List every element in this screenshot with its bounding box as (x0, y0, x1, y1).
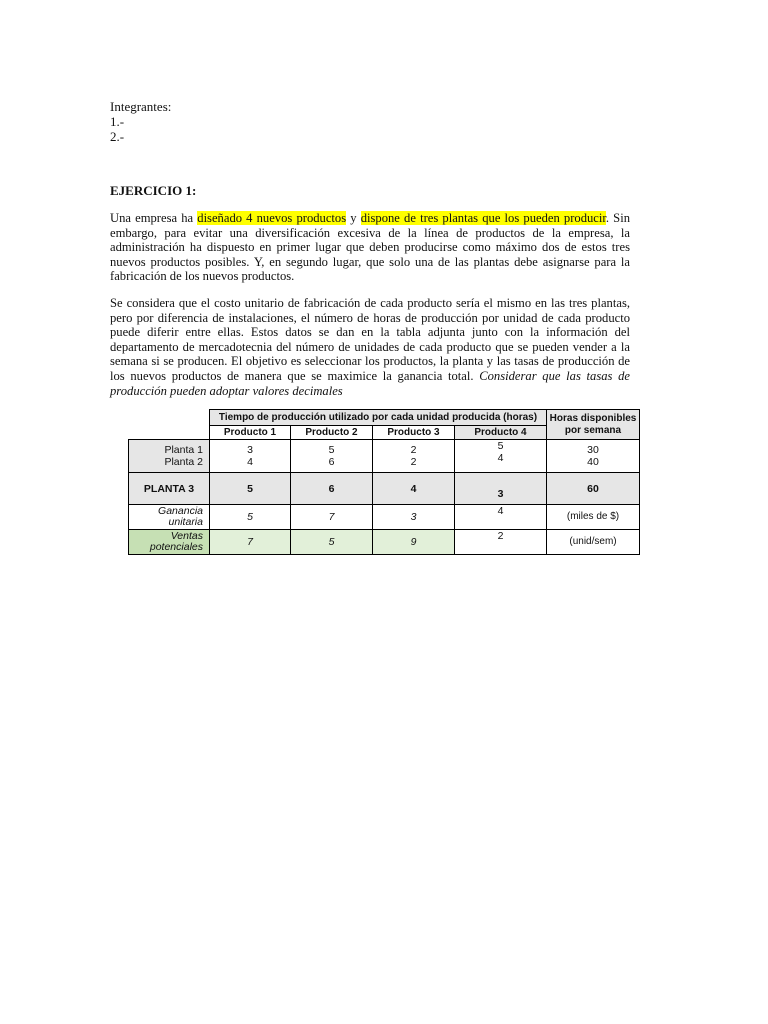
hours-plants-1-2 (547, 440, 640, 473)
product-3-header: Producto 3 (373, 426, 455, 440)
plant-1-label: Planta 1 (164, 444, 203, 456)
production-table (128, 409, 640, 555)
p3-plant-1: 2 (410, 444, 417, 456)
profit-p1: 5 (210, 505, 291, 530)
product-2-header: Producto 2 (291, 426, 373, 440)
p2-plants-1-2 (291, 440, 373, 473)
member-1: 1.- (110, 114, 125, 129)
sales-p2: 5 (291, 530, 373, 555)
p2-plant-2: 6 (328, 456, 335, 468)
sales-units: (unid/sem) (547, 530, 640, 555)
sales-p1: 7 (210, 530, 291, 555)
hours-plant-1: 30 (587, 444, 599, 456)
p3-plant-3: 4 (373, 473, 455, 505)
paragraph-2 (110, 296, 630, 398)
p2-text: Se considera que el costo unitario de fabricación de cada producto sería el mismo en las tres plantas, pero por diferencia de instalaciones, el número de horas de producción por unidad de cada producto puede diferir entre ellas. Estos datos se dan en la tabla adjunta junto con la información del departamento de mercadotecnia del número de unidades de cada producto que se pueden vender a la semana si se producen. El objetivo es seleccionar los productos, la planta y las tasas de producción de los nuevos productos de manera que se maximice la ganancia total. (110, 296, 630, 383)
p1-plant-2: 4 (247, 456, 253, 468)
profit-p2: 7 (291, 505, 373, 530)
profit-p4: 4 (455, 505, 547, 530)
p1-plant-3: 5 (210, 473, 291, 505)
p1-highlight-1: diseñado 4 nuevos productos (197, 211, 347, 225)
p1-plant-1: 3 (247, 444, 253, 456)
members-label: Integrantes: (110, 99, 172, 114)
table-row-plants-1-2 (129, 440, 640, 473)
paragraph-1 (110, 211, 630, 284)
product-1-header: Producto 1 (210, 426, 291, 440)
p1-plants-1-2 (210, 440, 291, 473)
hours-header: Horas disponibles por semana (547, 410, 640, 440)
table-row-profit (129, 505, 640, 530)
table-corner (129, 410, 210, 426)
p1-highlight-2: dispone de tres plantas que los pueden producir (360, 211, 606, 225)
p4-plant-2: 4 (497, 452, 504, 464)
profit-label: Ganancia unitaria (129, 505, 210, 530)
sales-p4: 2 (455, 530, 547, 555)
table-row-plant-3 (129, 473, 640, 505)
p1-text-3: . Sin embargo, para evitar una diversificación excesiva de la línea de productos de la empresa, la administración ha dispuesto en primer lugar que deben producirse como máximo dos de estos tres nuevos productos posibles. Y, en segundo lugar, que solo una de las plantas debe asignarse para la fabricación de los nuevos productos. (110, 211, 630, 284)
member-2: 2.- (110, 129, 125, 144)
plant-2-label: Planta 2 (164, 456, 203, 468)
table-row-sales (129, 530, 640, 555)
members-block (110, 99, 171, 144)
table-corner-2 (129, 426, 210, 440)
hours-plant-2: 40 (587, 456, 599, 468)
exercise-title: EJERCICIO 1: (110, 183, 197, 198)
p3-plant-2: 2 (410, 456, 417, 468)
plants-1-2-label (129, 440, 210, 473)
p2-plant-3: 6 (291, 473, 373, 505)
plant-3-label: PLANTA 3 (129, 473, 210, 505)
p3-plants-1-2 (373, 440, 455, 473)
table-header-row-1 (129, 410, 640, 426)
p4-plant-1: 5 (497, 440, 504, 452)
hours-plant-3: 60 (547, 473, 640, 505)
p2-plant-1: 5 (328, 444, 335, 456)
product-4-header: Producto 4 (455, 426, 547, 440)
group-header: Tiempo de producción utilizado por cada unidad producida (horas) (210, 410, 547, 426)
p1-text-1: Una empresa ha (110, 211, 198, 225)
sales-p3: 9 (373, 530, 455, 555)
sales-label: Ventas potenciales (129, 530, 210, 555)
p1-text-2: y (346, 211, 361, 225)
profit-p3: 3 (373, 505, 455, 530)
p4-plant-3: 3 (455, 473, 547, 505)
profit-units: (miles de $) (547, 505, 640, 530)
p4-plants-1-2 (455, 440, 547, 473)
p2-italic-note: Considerar que las tasas de producción pueden adoptar valores decimales (110, 368, 630, 398)
